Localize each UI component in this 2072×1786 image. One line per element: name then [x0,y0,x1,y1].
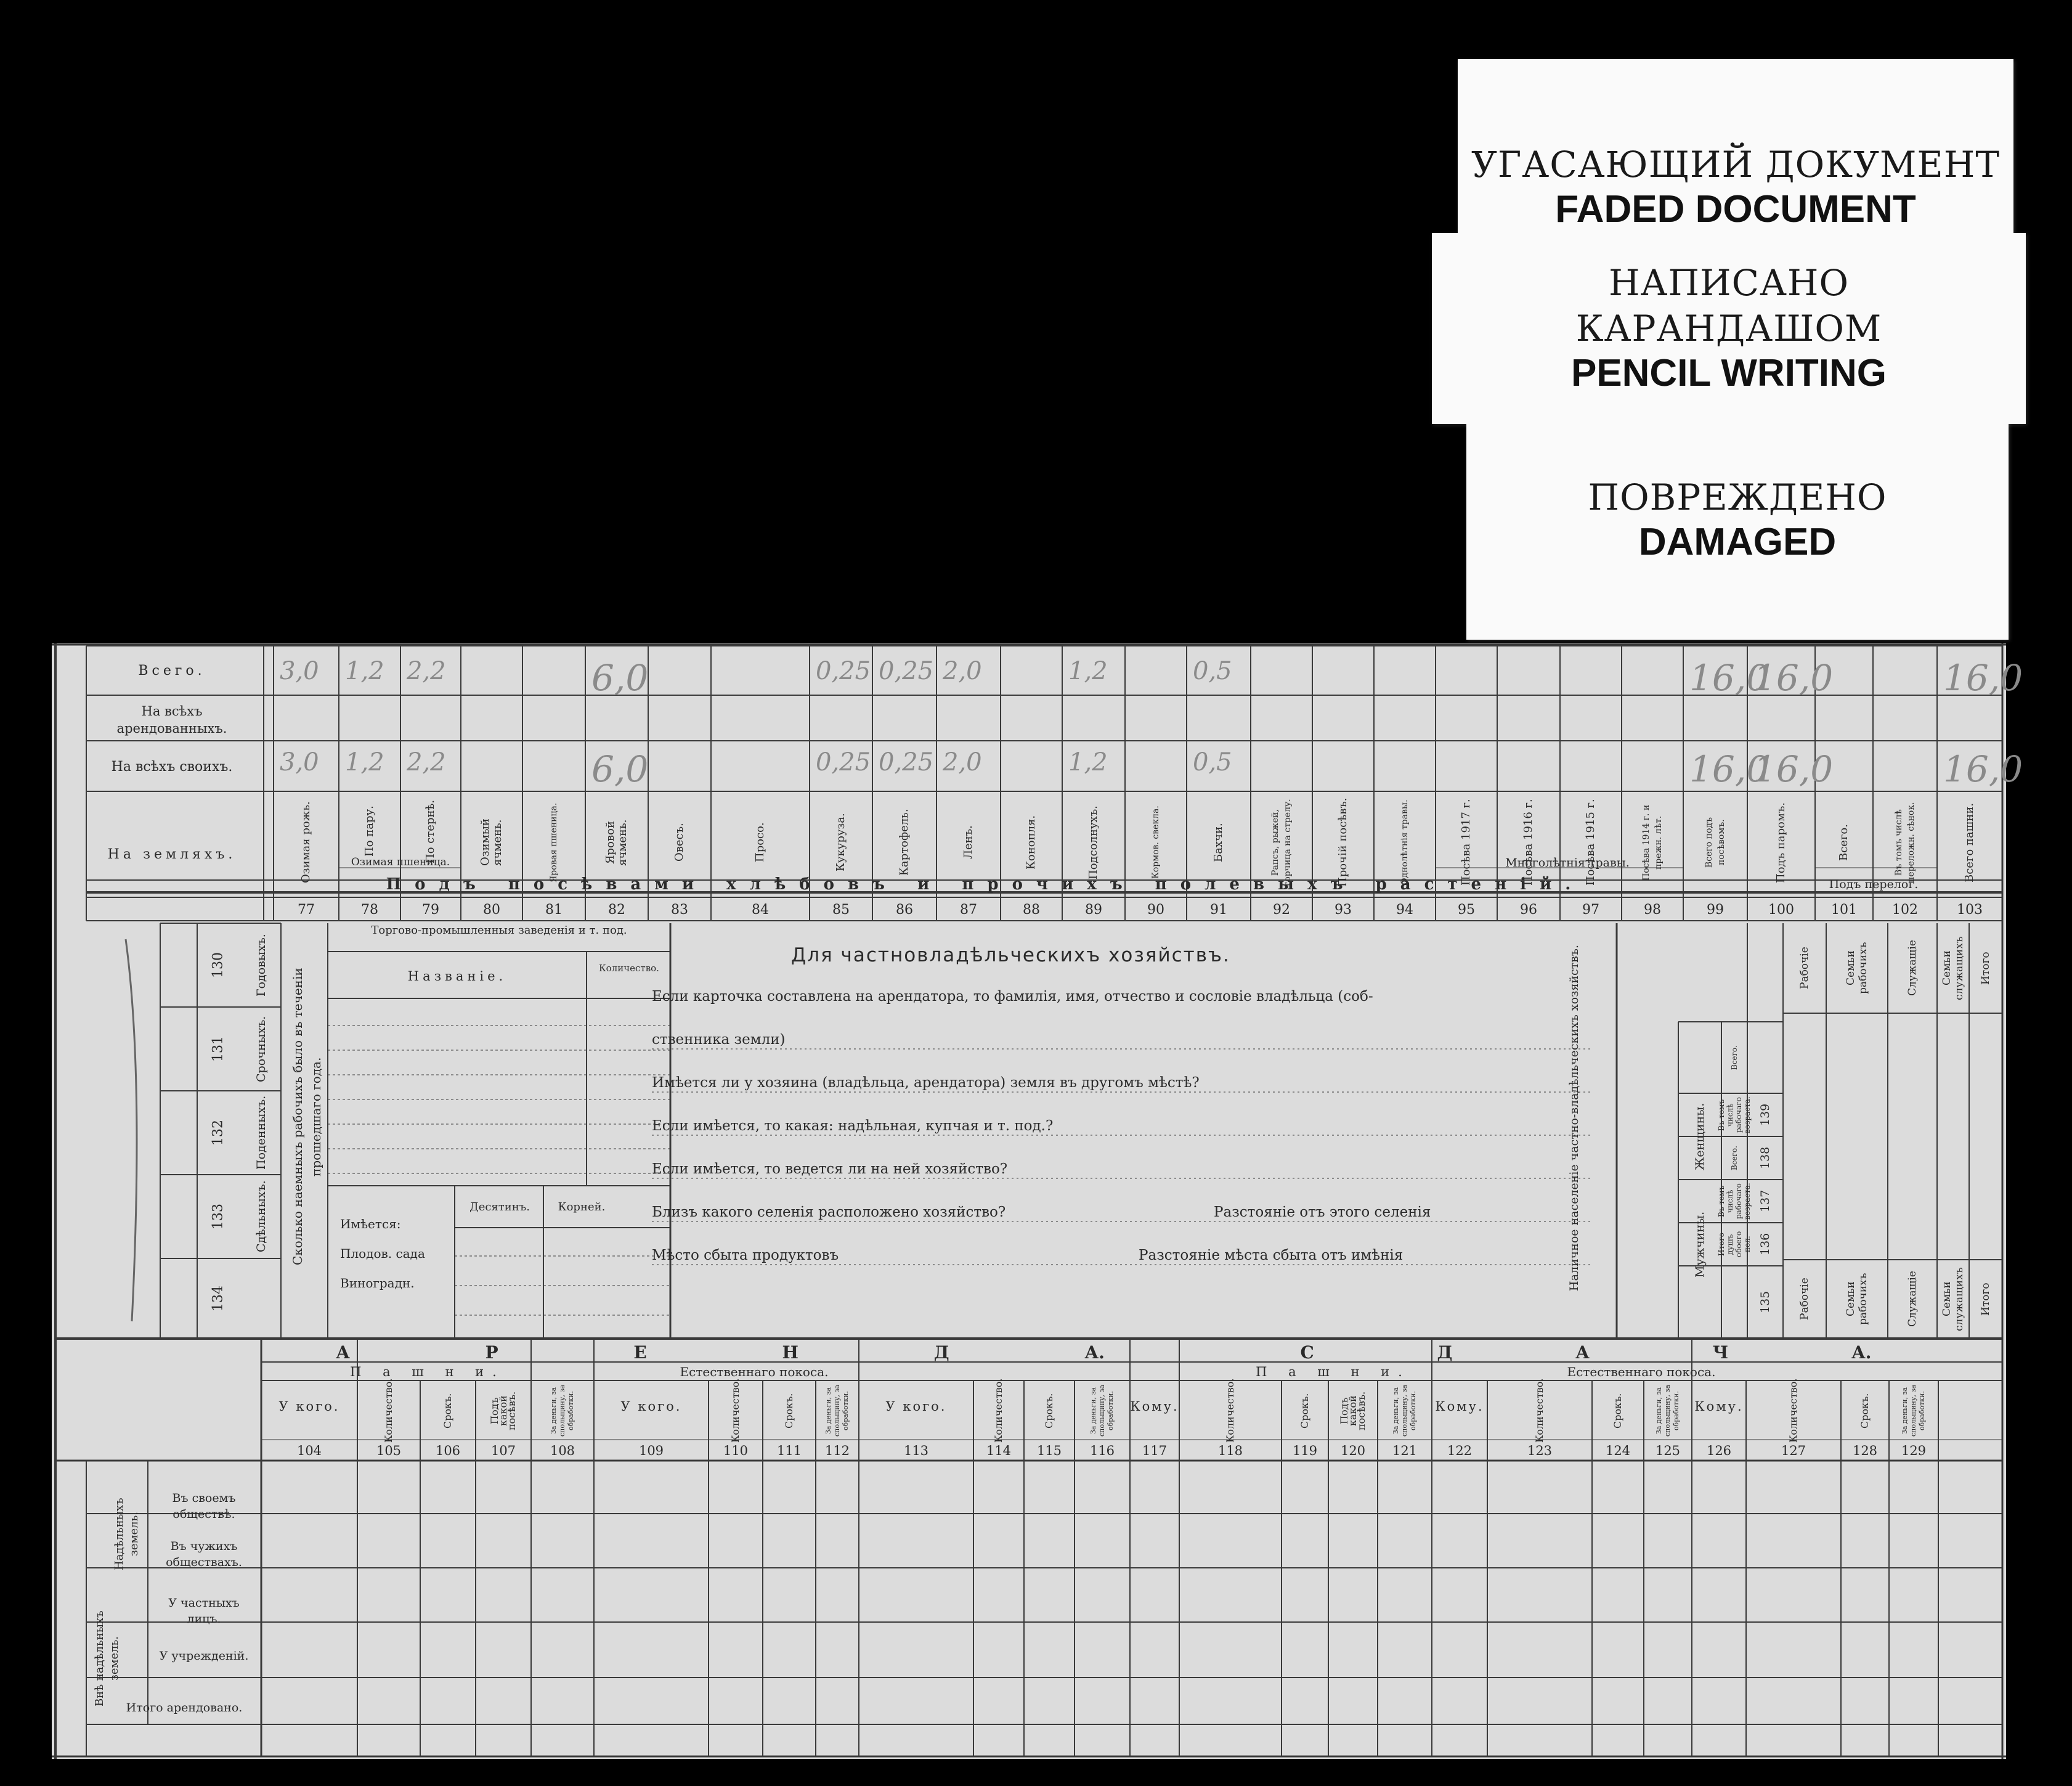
crop-header-102: Въ томъ числѣ переложн. сѣнок. [1894,802,1916,883]
bottom-header-104: У кого. [278,1399,340,1414]
handwritten-vsego-89: 1,2 [1068,657,1108,685]
col-number-80: 80 [483,902,500,918]
bottom-header-112: За деньги, за спольщину, за обработки. [824,1385,850,1437]
header-ozimaya-pshenitsa: Озимая пшеница. [351,856,450,868]
row-label-zemlyakh: На земляхъ. [107,847,237,862]
bottom-header-105: Количество. [383,1378,394,1443]
bottom-col-number-106: 106 [435,1443,461,1458]
bottom-col-number-108: 108 [550,1443,575,1458]
col-number-77: 77 [298,902,315,918]
bottom-col-number-119: 119 [1292,1443,1318,1458]
arenda-pashni: П а ш н и. [350,1364,505,1379]
crop-header-78: По пару. [363,805,376,857]
census-form-sheet [52,643,2023,1759]
bottom-col-number-107: 107 [490,1443,516,1458]
handwritten-vsego-78: 1,2 [345,657,384,685]
bottom-header-124: Срокъ. [1612,1393,1623,1429]
col-number-92: 92 [1273,902,1290,918]
bottom-header-116: За деньги, за спольщину, за обработки. [1089,1385,1115,1437]
col-number-79: 79 [422,902,439,918]
right-col-bottom-2: Служащіе [1906,1271,1919,1327]
col-number-86: 86 [896,902,913,918]
row-label-vsego: Всего. [138,663,206,679]
population-label: Наличное населеніе частно-владѣльческихъ хозяйствъ. [1567,945,1581,1291]
crop-header-101: Всего. [1837,824,1850,861]
bottom-col-number-113: 113 [903,1443,929,1458]
label-faded-en: FADED DOCUMENT [1555,188,1916,230]
col-number-81: 81 [545,902,563,918]
bottom-header-117: Кому. [1130,1399,1179,1414]
pencil-margin-stroke [126,939,137,1321]
arenda-pokos: Естественнаго покоса. [680,1364,829,1379]
col-number-94: 94 [1396,902,1413,918]
bottom-col-number-127: 127 [1781,1443,1806,1458]
bottom-col-number-117: 117 [1142,1443,1168,1458]
question-6b: Разстояніе мѣста сбыта отъ имѣнія [1139,1247,1404,1263]
pop-cell-label-3: Въ томъ числѣ рабочаго возраста. [1717,1096,1752,1133]
sdacha-pokos: Естественнаго покоса. [1567,1364,1716,1379]
bottom-header-123: Количество. [1534,1378,1545,1443]
workers-label: Сколько наемныхъ рабочихъ было въ теченіи прошедшаго года. [290,968,323,1266]
bottom-col-number-126: 126 [1706,1443,1732,1458]
bottom-header-111: Срокъ. [783,1393,795,1429]
crop-header-89: Подсолнухъ. [1087,805,1100,879]
pop-cell-label-4: Всего. [1730,1045,1739,1070]
question-1a: Если карточка составлена на арендатора, то фамилія, имя, отчество и сословіе владѣльца (соб- [652,989,1373,1005]
pop-cell-label-0: Итого душъ обоего пол. [1717,1231,1752,1258]
bottom-header-107: Подъ какой посѣвъ. [489,1391,518,1430]
handwritten-vsego-85: 0,25 [816,657,871,685]
handwritten-vsego-77: 3,0 [280,657,319,685]
question-6a: Мѣсто сбыта продуктовъ [652,1247,839,1263]
col-number-93: 93 [1335,902,1352,918]
bottom-col-number-118: 118 [1217,1443,1243,1458]
crop-header-98: Посѣва 1914 г. и прежн. лѣт. [1641,804,1664,881]
right-col-bottom-1: Семьи рабочихъ [1845,1273,1869,1326]
pop-cell-label-1: Въ томъ числѣ рабочаго возраста. [1717,1183,1752,1220]
handwritten-vsego-87: 2,0 [943,657,982,685]
livestock-num-132: 132 [210,1120,226,1146]
crop-header-88: Конопля. [1025,815,1038,870]
desyatin-header: Десятинъ. [469,1201,530,1213]
label-pencil-ru2: КАРАНДАШОМ [1575,308,1882,349]
label-pencil-en: PENCIL WRITING [1570,352,1887,394]
col-number-100: 100 [1768,902,1794,918]
handwritten-svoikh-100: 16,0 [1753,748,1834,790]
pop-men: Мужчины. [1693,1211,1707,1278]
sdacha-title: С Д А Ч А. [1300,1342,1872,1363]
bottom-col-number-121: 121 [1392,1443,1418,1458]
bottom-header-110: Количество. [729,1378,741,1443]
col-number-99: 99 [1707,902,1724,918]
right-col-bottom-3: Семьи служащихъ [1941,1267,1965,1331]
imeetsya-label: Имѣется: [340,1217,401,1231]
col-number-91: 91 [1210,902,1227,918]
korney-header: Корней. [558,1201,606,1213]
bottom-col-number-124: 124 [1605,1443,1631,1458]
plodov-sada-label: Плодов. сада [340,1246,425,1261]
question-4: Если имѣется, то ведется ли на ней хозяйство? [652,1161,1008,1177]
handwritten-svoikh-85: 0,25 [816,748,871,777]
group-nadelnykh: Надѣльныхъ земель. [113,1498,140,1570]
bottom-col-number-115: 115 [1036,1443,1062,1458]
col-number-84: 84 [752,902,769,918]
bottom-header-119: Срокъ. [1299,1393,1310,1429]
question-2: Имѣется ли у хозяина (владѣльца, арендатора) земля въ другомъ мѣстѣ? [652,1075,1200,1091]
bottom-header-113: У кого. [885,1399,947,1414]
right-col-bottom-4: Итого [1980,1282,1992,1316]
col-number-82: 82 [608,902,625,918]
bottom-col-number-129: 129 [1901,1443,1927,1458]
livestock-label-1: Срочныхъ. [254,1016,268,1082]
row-chuzhikh-obshchestvakh: Въ чужихъ обществахъ. [166,1539,242,1569]
bottom-col-number-114: 114 [986,1443,1012,1458]
row-svoem-obshchestve: Въ своемъ обществѣ. [172,1491,236,1521]
crop-header-82: Яровой ячмень. [604,819,629,866]
crop-header-100: Подъ паромъ. [1774,802,1787,883]
group-vne-nadelnykh: Внѣ надѣльныхъ земель. [93,1610,121,1706]
right-col-top-0: Рабочіе [1798,947,1811,990]
bottom-col-number-111: 111 [776,1443,802,1458]
bottom-col-number-105: 105 [376,1443,402,1458]
row-label-arendovannykh: На всѣхъ арендованныхъ. [116,704,227,736]
handwritten-vsego-99: 16,0 [1689,657,1769,699]
bottom-header-128: Срокъ. [1859,1393,1871,1429]
crop-header-103: Всего пашни. [1963,802,1976,883]
label-damaged [1466,396,2009,640]
handwritten-svoikh-99: 16,0 [1689,748,1769,790]
handwritten-svoikh-91: 0,5 [1193,748,1232,777]
handwritten-svoikh-86: 0,25 [879,748,934,777]
question-3: Если имѣется, то какая: надѣльная, купчая и т. под.? [652,1118,1054,1134]
bottom-col-number-123: 123 [1527,1443,1553,1458]
col-number-96: 96 [1520,902,1537,918]
crop-header-91: Бахчи. [1212,823,1225,862]
row-itogo-arendovano: Итого арендовано. [126,1701,243,1715]
header-mnogoletnie: Многолѣтнія травы. [1505,856,1630,870]
bottom-col-number-116: 116 [1089,1443,1115,1458]
crop-header-85: Кукуруза. [834,813,847,872]
livestock-label-0: Годовыхъ. [254,934,268,997]
crop-header-86: Картофель. [898,809,911,876]
bottom-col-number-104: 104 [296,1443,322,1458]
crop-header-92: Рапсъ, рыжей, горчица на стрелу. [1270,799,1293,886]
right-col-bottom-0: Рабочіе [1798,1278,1811,1321]
crop-header-97: Посѣва 1915 г. [1584,799,1597,886]
col-number-89: 89 [1085,902,1102,918]
bottom-header-108: За деньги, за спольщину, за обработки. [550,1385,575,1437]
bottom-header-122: Кому. [1435,1399,1484,1414]
header-perelog: Подъ перелог. [1829,878,1919,891]
bottom-header-120: Подъ какой посѣвъ. [1338,1391,1367,1430]
label-faded-document [1458,59,2013,263]
crop-header-83: Овесъ. [673,823,686,862]
handwritten-svoikh-103: 16,0 [1943,748,2023,790]
livestock-num-130: 130 [210,952,226,978]
bottom-header-118: Количество. [1224,1378,1236,1443]
handwritten-vsego-91: 0,5 [1193,657,1232,685]
bottom-header-126: Кому. [1694,1399,1744,1414]
bottom-col-number-110: 110 [723,1443,749,1458]
bottom-header-127: Количество. [1787,1378,1799,1443]
label-damaged-en: DAMAGED [1638,521,1837,563]
crop-header-81: Яровая пшеница. [549,802,559,883]
label-pencil-ru1: НАПИСАНО [1608,262,1850,304]
crop-header-90: Кормов. свекла. [1151,805,1161,879]
bottom-header-114: Количество. [993,1378,1004,1443]
trade-title: Торгово-промышленныя заведенія и т. под. [371,924,627,937]
handwritten-svoikh-82: 6,0 [591,748,649,790]
bottom-header-129: За деньги, за спольщину, за обработки. [1901,1385,1926,1437]
pop-num-139: 139 [1758,1103,1772,1127]
crop-header-77: Озимая рожь. [299,801,312,884]
question-1b: ственника земли) [652,1032,786,1048]
question-5a: Близъ какого селенія расположено хозяйство? [652,1204,1006,1220]
bottom-col-number-109: 109 [638,1443,664,1458]
handwritten-vsego-103: 16,0 [1943,657,2023,699]
row-chastnykh-lits: У частныхъ лицъ. [168,1596,240,1626]
row-uchrezhdeniy: У учрежденій. [159,1649,249,1663]
sdacha-pashni: П а ш н и. [1256,1364,1411,1379]
livestock-label-3: Сдѣльныхъ. [254,1180,268,1253]
handwritten-svoikh-78: 1,2 [345,748,384,777]
bottom-header-121: За деньги, за спольщину, за обработки. [1392,1385,1417,1437]
crop-header-94: Однолѣтнія травы. [1400,799,1410,886]
handwritten-vsego-100: 16,0 [1753,657,1834,699]
col-number-97: 97 [1582,902,1599,918]
crop-header-80: Озимый ячмень. [479,818,504,866]
private-title: Для частновладѣльческихъ хозяйствъ. [791,944,1230,966]
livestock-label-2: Поденныхъ. [254,1095,268,1170]
livestock-num-133: 133 [210,1204,226,1229]
bottom-col-number-112: 112 [824,1443,850,1458]
right-col-top-3: Семьи служащихъ [1941,936,1965,1000]
col-number-103: 103 [1957,902,1983,918]
col-number-95: 95 [1458,902,1475,918]
right-col-top-2: Служащіе [1906,940,1919,997]
col-number-85: 85 [832,902,850,918]
handwritten-vsego-82: 6,0 [591,657,649,699]
trade-name-header: Названіе. [407,969,507,984]
bottom-header-115: Срокъ. [1043,1393,1055,1429]
bottom-header-106: Срокъ. [442,1393,453,1429]
handwritten-vsego-79: 2,2 [407,657,446,685]
pop-num-138: 138 [1758,1146,1772,1170]
bottom-header-109: У кого. [620,1399,682,1414]
crop-header-95: Посѣва 1917 г. [1460,799,1473,886]
col-number-87: 87 [960,902,977,918]
crop-header-99: Всего подъ посѣвомъ. [1704,817,1726,868]
crop-header-84: Просо. [754,822,766,863]
band-label-posevy: Подъ посѣвами хлѣбовъ и прочихъ полевыхъ растеній. [386,875,1585,894]
col-number-83: 83 [671,902,688,918]
right-col-top-4: Итого [1980,952,1992,985]
crop-header-96: Посѣва 1916 г. [1522,799,1535,886]
vinogradn-label: Виноградн. [340,1276,415,1291]
arenda-title: А Р Е Н Д А. [336,1342,1105,1363]
pop-num-135: 135 [1758,1291,1772,1314]
bottom-col-number-122: 122 [1447,1443,1473,1458]
pop-num-137: 137 [1758,1189,1772,1213]
crop-header-87: Ленъ. [962,825,975,860]
pop-cell-label-2: Всего. [1730,1146,1739,1170]
label-faded-ru: УГАСАЮЩИЙ ДОКУМЕНТ [1471,144,2001,186]
col-number-90: 90 [1147,902,1164,918]
bottom-col-number-125: 125 [1655,1443,1681,1458]
bottom-col-number-128: 128 [1852,1443,1878,1458]
bottom-col-number-120: 120 [1340,1443,1366,1458]
livestock-num-134: 134 [210,1286,226,1311]
crop-header-93: Прочій посѣвъ. [1336,797,1349,887]
trade-qty-header: Количество. [599,963,659,974]
col-number-102: 102 [1892,902,1918,918]
handwritten-vsego-86: 0,25 [879,657,934,685]
livestock-num-131: 131 [210,1036,226,1062]
label-damaged-ru: ПОВРЕЖДЕНО [1588,476,1887,518]
handwritten-svoikh-79: 2,2 [407,748,446,777]
bottom-header-125: За деньги, за спольщину, за обработки. [1655,1385,1680,1437]
handwritten-svoikh-89: 1,2 [1068,748,1108,777]
pop-women: Женщины. [1693,1103,1707,1170]
col-number-101: 101 [1831,902,1857,918]
pop-num-136: 136 [1758,1233,1772,1256]
right-col-top-1: Семьи рабочихъ [1845,942,1869,995]
col-number-78: 78 [361,902,378,918]
question-5b: Разстояніе отъ этого селенія [1214,1204,1431,1220]
handwritten-svoikh-77: 3,0 [280,748,319,777]
handwritten-svoikh-87: 2,0 [943,748,982,777]
crop-header-79: По стернѣ. [424,799,437,863]
col-number-88: 88 [1023,902,1040,918]
row-label-svoikh: На всѣхъ своихъ. [111,759,233,775]
col-number-98: 98 [1644,902,1661,918]
